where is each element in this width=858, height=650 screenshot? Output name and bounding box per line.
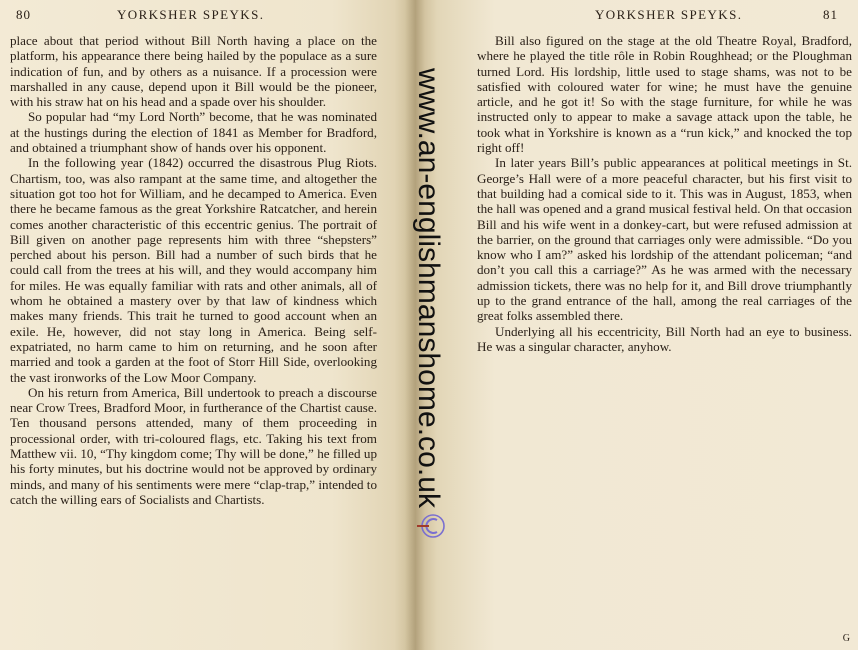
left-page xyxy=(0,0,415,650)
paragraph: Bill also figured on the stage at the old Theatre Royal, Bradford, where he played the title rôle in Robin Roughhead; or the Ploughman turned Lord. His lordship, little used to stage shams, was not to be satisfied with coloured water for wine; he must have the genuine article, and he got it! So with the stage furniture, for while he was instructed only to appear to make a savage attack upon the table, he took what in Yorkshire is known as a “run kick,” and knocked the top right off! xyxy=(477,33,852,156)
paragraph: In later years Bill’s public appearances at political meetings in St. George’s Hall were of a more peaceful character, but his first visit to that building had a comical side to it. This was in August, 1853, when the hall was opened and a grand musical festival held. On that occasion Bill and his wife went in a donkey-cart, but were refused admission at the barrier, on the ground that carriages only were admissible. “Do you know who I am?” asked his lordship of the attendant policeman; “and don’t you call this a carriage?” As he was armed with the necessary admission tickets, there was no help for it, and Bill drove triumphantly up to the grand entrance of the hall, among the real carriages of the great folks assembled there. xyxy=(477,155,852,324)
running-head-right xyxy=(477,7,852,29)
running-head-title-right: YORKSHER SPEYKS. xyxy=(595,7,743,22)
watermark-text: www.an-englishmanshome.co.uk xyxy=(412,68,445,507)
paragraph: On his return from America, Bill undertook to preach a discourse near Crow Trees, Bradford Moor, in furtherance of the Chartist cause. Ten thousand persons attended, many of them proceeding in processional order, with tri-coloured flags, etc. Taking his text from Matthew vii. 10, “Thy kingdom come; Thy will be done,” he filled up his forty minutes, but his doctrine would not be approved by ordinary minds, and many of his sentiments were mere “clap-trap,” intended to catch the willing ears of Socialists and Chartists. xyxy=(10,384,377,507)
paragraph: So popular had “my Lord North” become, that he was nominated at the hustings during the election of 1841 as Member for Bradford, and obtained a triumphant show of hands over his opponent. xyxy=(10,109,377,156)
watermark xyxy=(407,68,447,528)
right-page xyxy=(415,0,858,650)
paragraph: Underlying all his eccentricity, Bill North had an eye to business. He was a singular character, anyhow. xyxy=(477,323,852,354)
running-head-left xyxy=(10,7,377,29)
page-number-right: 81 xyxy=(823,7,838,22)
watermark-logo-icon xyxy=(417,510,449,542)
watermark-svg xyxy=(407,68,447,528)
page-number-left: 80 xyxy=(16,7,31,22)
right-text-block xyxy=(477,33,852,354)
signature-mark: G xyxy=(842,633,850,644)
running-head-title-left: YORKSHER SPEYKS. xyxy=(117,7,265,22)
paragraph: In the following year (1842) occurred the disastrous Plug Riots. Chartism, too, was also rampant at the same time, and altogether the situation got too hot for William, and he decamped to America. Even there he became famous as the great Yorkshire Ratcatcher, and herein comes another characteristic of this eccentric genius. The portrait of Bill given on another page represents him with three “shepsters” perched about his person. Bill had a number of such birds that he could call from the trees at his will, and they would accompany him for miles. He was equally familiar with rats and other animals, all of whom he obtained a mastery over by that law of kindness which makes many friends. This trait he turned to good account when an exile. He, however, did not stay long in America. Being self-expatriated, no harm came to him on returning, and he soon after married and took a garden at the foot of Storr Hill Side, overlooking the vast ironworks of the Low Moor Company. xyxy=(10,155,377,385)
left-text-block xyxy=(10,33,377,507)
paragraph: place about that period without Bill North having a place on the platform, his appearance there being hailed by the populace as a sure indication of fun, and by others as a nuisance. If a procession were marshalled in any cause, depend upon it Bill would be the pioneer, with his straw hat on his head and a spade over his shoulder. xyxy=(10,33,377,110)
